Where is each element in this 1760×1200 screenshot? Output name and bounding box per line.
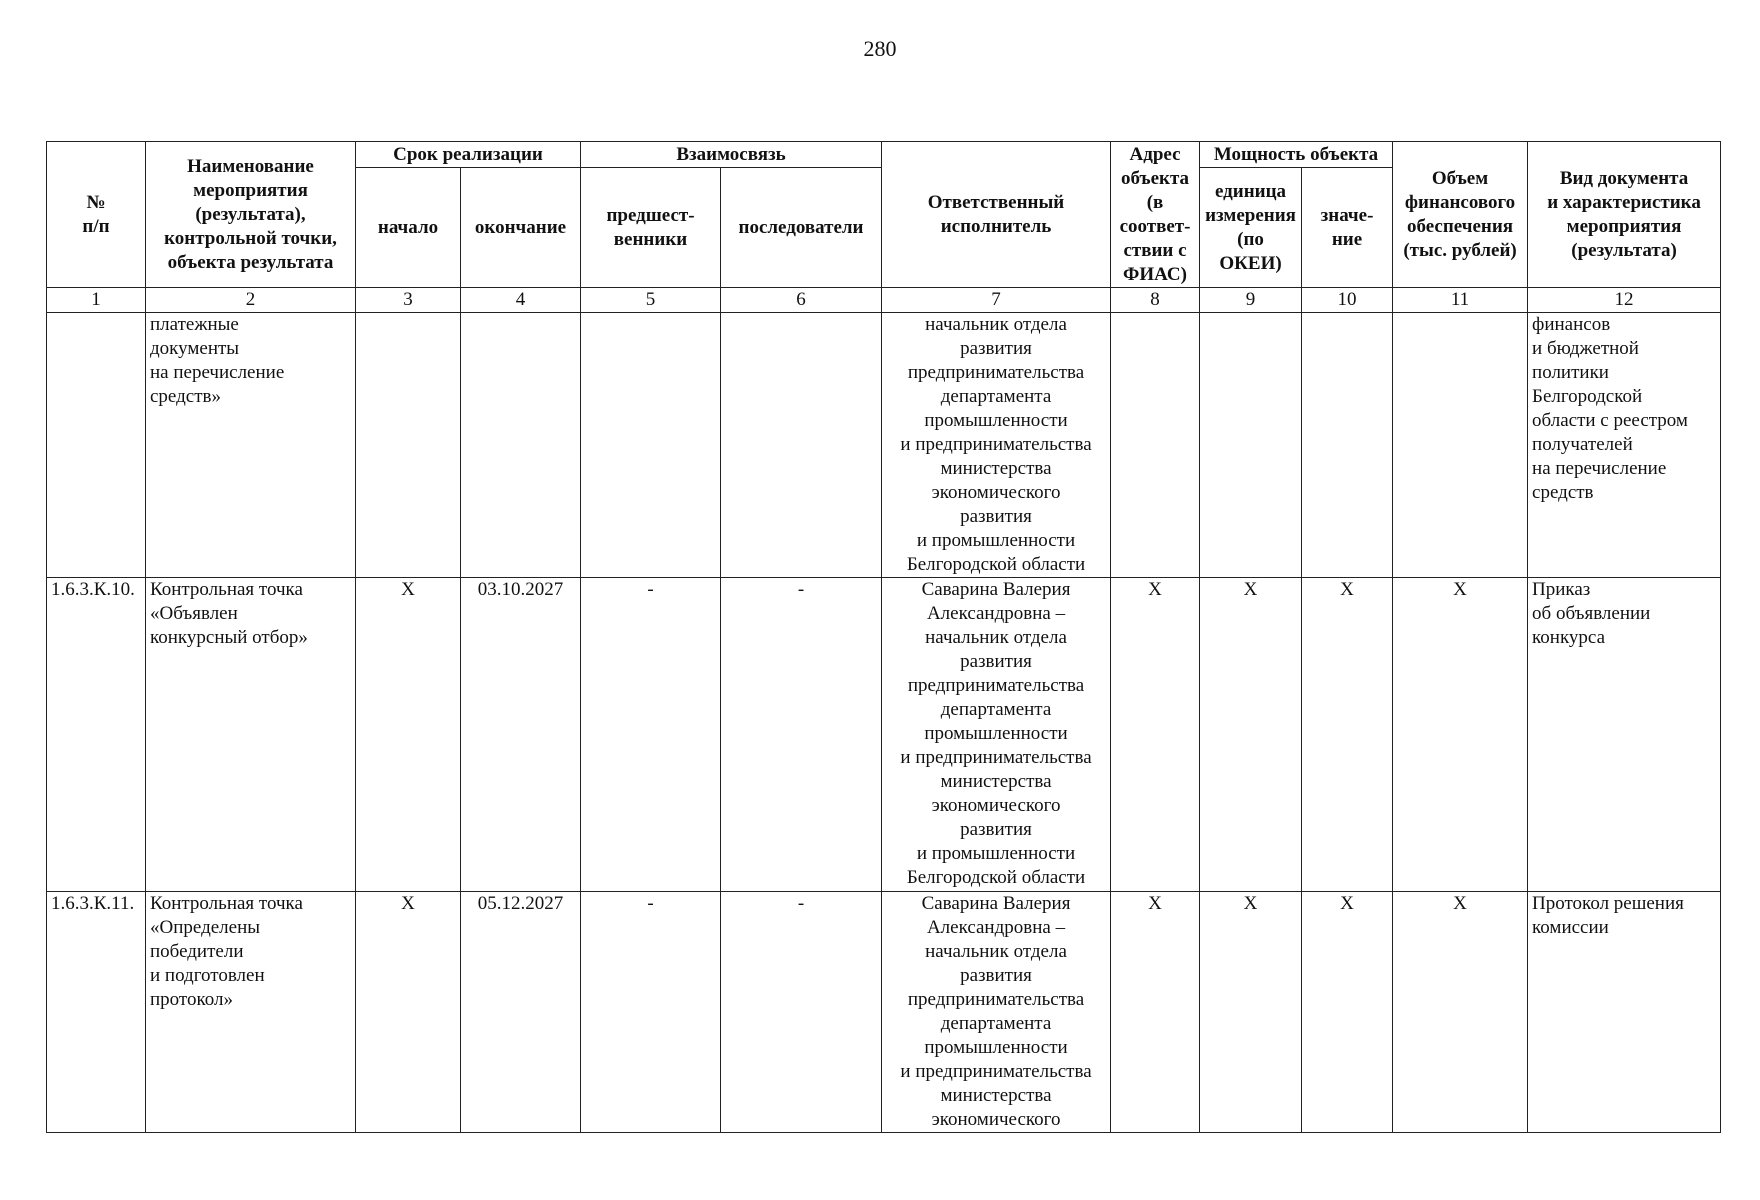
row-successors [721,313,882,578]
header-link-group: Взаимосвязь [581,142,882,168]
row-end: 05.12.2027 [461,891,581,1132]
column-number: 8 [1111,288,1200,313]
column-number: 12 [1528,288,1721,313]
row-address: X [1111,578,1200,891]
table-row [47,578,1721,891]
row-num: 1.6.3.К.10. [47,578,146,891]
row-predecessors: - [581,578,721,891]
row-unit [1200,313,1302,578]
row-doc: финансов и бюджетной политики Белгородской области с реестром получателей на перечисление средств [1528,313,1721,578]
row-name: Контрольная точка «Объявлен конкурсный отбор» [146,578,356,891]
header-finance: Объем финансового обеспечения (тыс. рублей) [1393,142,1528,288]
header-name: Наименование мероприятия (результата), контрольной точки, объекта результата [146,142,356,288]
row-unit: X [1200,578,1302,891]
row-name: платежные документы на перечисление средств» [146,313,356,578]
header-address: Адрес объекта (в соответ- ствии с ФИАС) [1111,142,1200,288]
column-number: 4 [461,288,581,313]
plan-table [46,141,1721,1133]
header-predecessors: предшест- венники [581,168,721,288]
header-responsible: Ответственный исполнитель [882,142,1111,288]
header-value: значе- ние [1302,168,1393,288]
row-successors: - [721,891,882,1132]
row-end: 03.10.2027 [461,578,581,891]
row-address [1111,313,1200,578]
table-row [47,891,1721,1132]
row-address: X [1111,891,1200,1132]
column-number: 1 [47,288,146,313]
header-num: № п/п [47,142,146,288]
row-value [1302,313,1393,578]
header-capacity-group: Мощность объекта [1200,142,1393,168]
column-number: 6 [721,288,882,313]
row-doc: Протокол решения комиссии [1528,891,1721,1132]
row-end [461,313,581,578]
header-successors: последователи [721,168,882,288]
header-row-1 [47,142,1721,168]
row-start [356,313,461,578]
row-name: Контрольная точка «Определены победители и подготовлен протокол» [146,891,356,1132]
row-start: X [356,578,461,891]
row-predecessors: - [581,891,721,1132]
row-finance [1393,313,1528,578]
row-finance: X [1393,891,1528,1132]
header-term-group: Срок реализации [356,142,581,168]
column-number-row [47,288,1721,313]
row-responsible: Саварина Валерия Александровна – начальник отдела развития предпринимательства департамента промышленности и предпринимательства министерства экономического [882,891,1111,1132]
header-doc-type: Вид документа и характеристика мероприятия (результата) [1528,142,1721,288]
header-term-start: начало [356,168,461,288]
header-unit: единица измерения (по ОКЕИ) [1200,168,1302,288]
column-number: 7 [882,288,1111,313]
row-finance: X [1393,578,1528,891]
row-start: X [356,891,461,1132]
column-number: 11 [1393,288,1528,313]
row-doc: Приказ об объявлении конкурса [1528,578,1721,891]
row-predecessors [581,313,721,578]
column-number: 5 [581,288,721,313]
row-unit: X [1200,891,1302,1132]
row-responsible: начальник отдела развития предпринимательства департамента промышленности и предпринимательства министерства экономического развития и промышленности Белгородской области [882,313,1111,578]
row-successors: - [721,578,882,891]
page-number: 280 [863,36,897,61]
row-num: 1.6.3.К.11. [47,891,146,1132]
table-row [47,313,1721,578]
column-number: 3 [356,288,461,313]
row-value: X [1302,578,1393,891]
row-value: X [1302,891,1393,1132]
column-number: 10 [1302,288,1393,313]
column-number: 2 [146,288,356,313]
column-number: 9 [1200,288,1302,313]
header-term-end: окончание [461,168,581,288]
row-responsible: Саварина Валерия Александровна – начальник отдела развития предпринимательства департамента промышленности и предпринимательства министерства экономического развития и промышленности Белгородской области [882,578,1111,891]
row-num [47,313,146,578]
